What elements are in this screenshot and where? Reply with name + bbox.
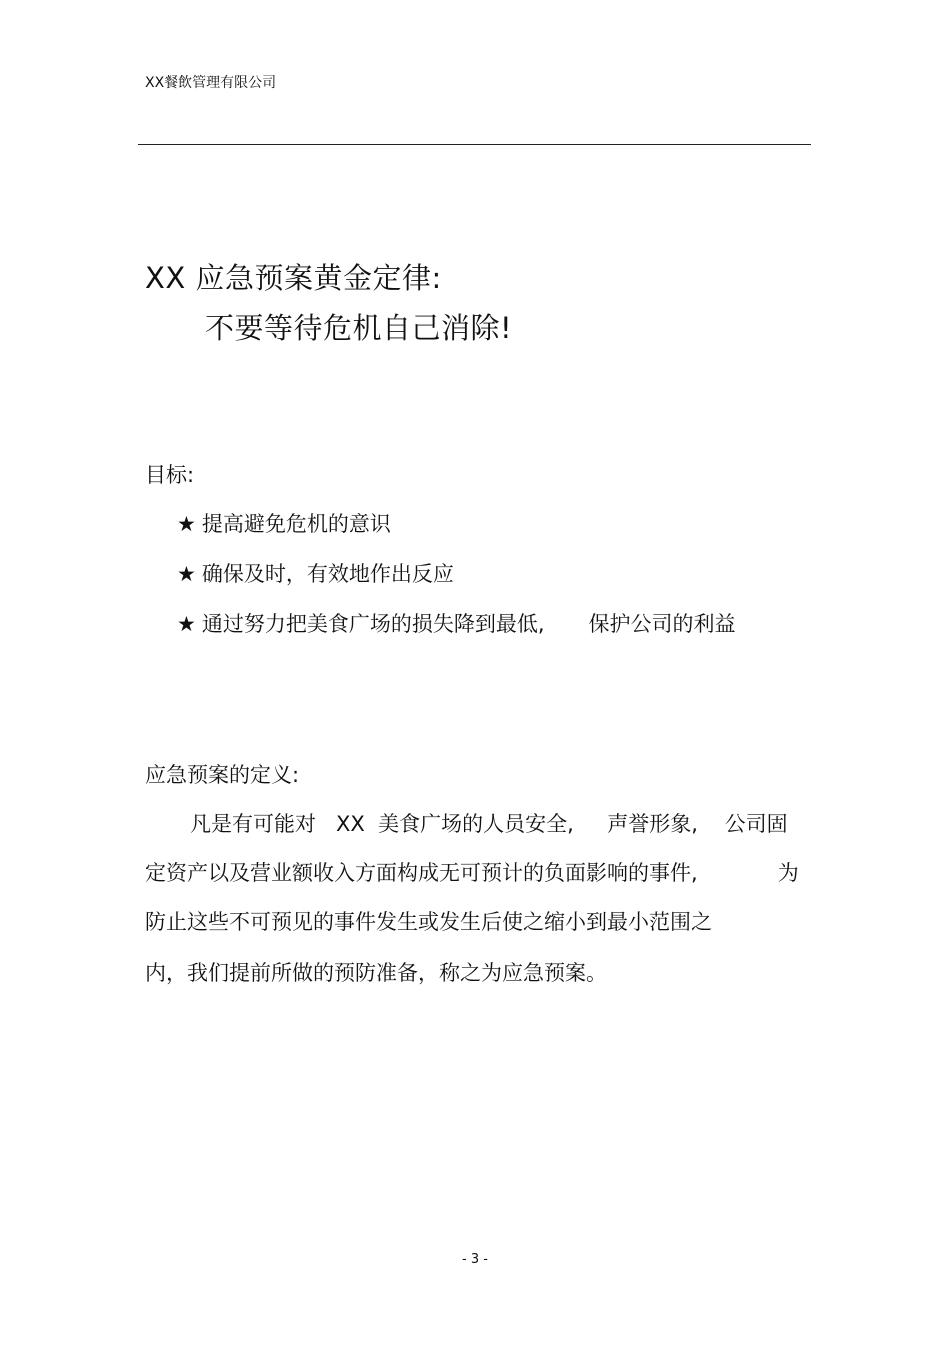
goals-item: [177, 508, 391, 538]
definition-label: 应急预案的定义:: [145, 763, 300, 787]
page-number: - 3 -: [462, 1252, 488, 1267]
goals-item: [177, 558, 454, 588]
header-company: XX餐飲管理有限公司: [145, 75, 277, 91]
definition-line: 防止这些不可预见的事件发生或发生后使之缩小到最小范围之: [145, 910, 712, 934]
header-rule: [138, 144, 811, 145]
goals-item-text: 通过努力把美食广场的损失降到最低,: [201, 612, 545, 636]
definition-line: 定资产以及营业额收入方面构成无可预计的负面影响的事件, 为: [145, 861, 799, 885]
goals-label: 目标:: [145, 463, 195, 487]
title-line-1: XX 应急预案黄金定律:: [145, 261, 442, 295]
goals-item-text: 提高避免危机的意识: [201, 512, 391, 536]
title-line-2: 不要等待危机自己消除!: [205, 311, 513, 345]
goals-item-tail: 保护公司的利益: [588, 612, 736, 636]
star-icon: ★: [177, 562, 196, 586]
definition-line: 内，我们提前所做的预防准备，称之为应急预案。: [145, 961, 607, 985]
definition-line: 凡是有可能对 XX 美食广场的人员安全, 声誉形象, 公司固: [190, 812, 788, 836]
goals-item: [177, 608, 736, 638]
star-icon: ★: [177, 512, 196, 536]
star-icon: ★: [177, 612, 196, 636]
goals-item-text: 确保及时，有效地作出反应: [201, 562, 454, 586]
